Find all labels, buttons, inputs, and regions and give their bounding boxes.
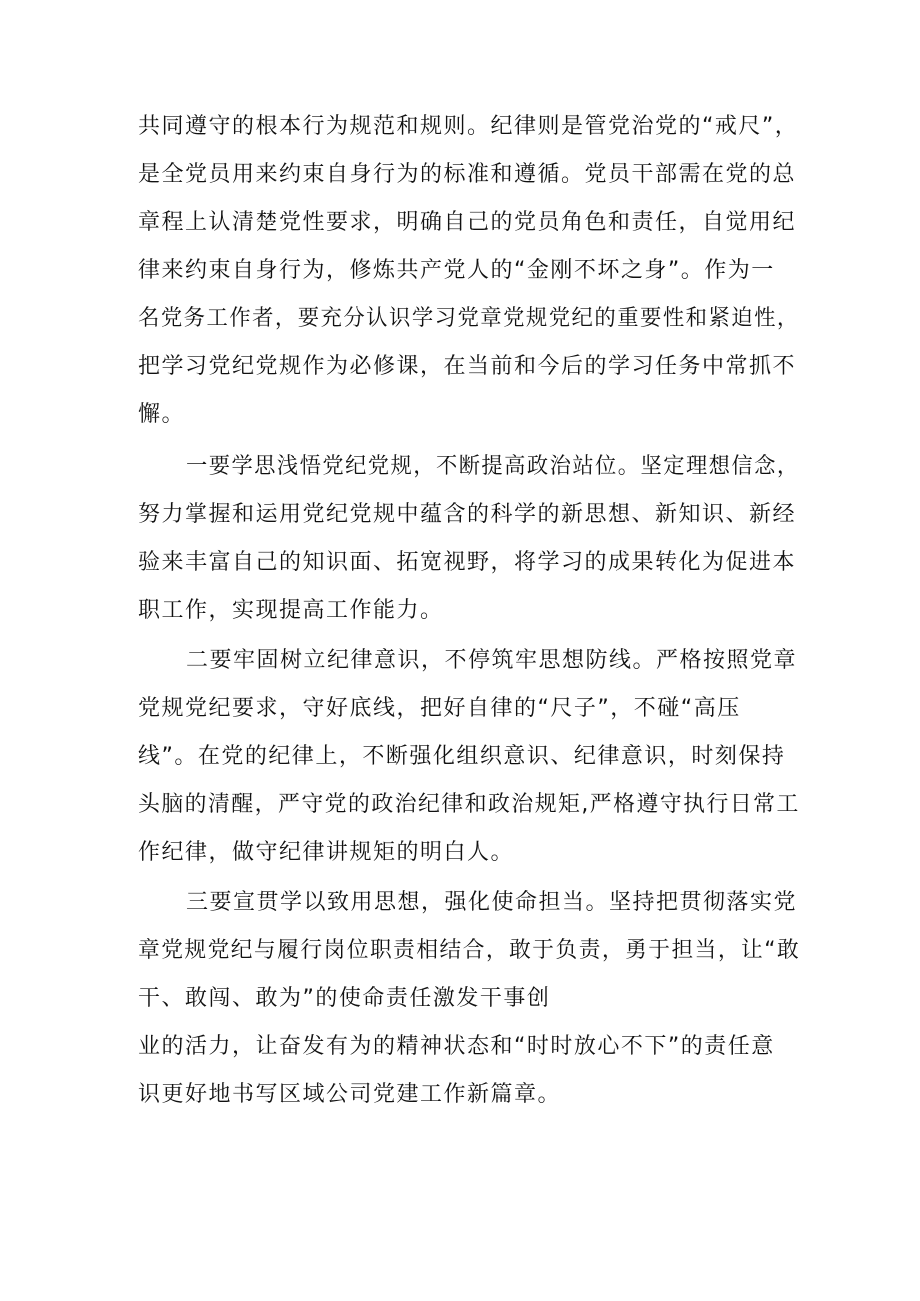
text-line: 头脑的清醒，严守党的政治纪律和政治规矩,严格遵守执行日常工 xyxy=(138,792,800,817)
paragraph-one-start: 一要学思浅悟党纪党规，不断提高政治站位。坚定理想信念， xyxy=(186,454,800,479)
text-line: 把学习党纪党规作为必修课，在当前和今后的学习任务中常抓不 xyxy=(138,354,797,379)
text-line: 干、敢闯、敢为”的使命责任激发干事创 xyxy=(138,986,551,1011)
text-line: 作纪律，做守纪律讲规矩的明白人。 xyxy=(138,840,515,865)
text-line: 是全党员用来约束自身行为的标准和遵循。党员干部需在党的总 xyxy=(138,162,797,187)
paragraph-two-start: 二要牢固树立纪律意识，不停筑牢思想防线。严格按照党章 xyxy=(186,648,798,673)
text-line: 党规党纪要求，守好底线，把好自律的“尺子”，不碰“高压 xyxy=(138,696,741,721)
text-line: 努力掌握和运用党纪党规中蕴含的科学的新思想、新知识、新经 xyxy=(138,502,797,527)
text-line: 业的活力，让奋发有为的精神状态和“时时放心不下”的责任意 xyxy=(138,1034,775,1059)
paragraph-three-start: 三要宣贯学以致用思想，强化使命担当。坚持把贯彻落实党 xyxy=(186,890,798,915)
text-line: 名党务工作者，要充分认识学习党章党规党纪的重要性和紧迫性， xyxy=(138,306,800,331)
text-line: 线”。在党的纪律上，不断强化组织意识、纪律意识，时刻保持 xyxy=(138,744,786,769)
text-line: 共同遵守的根本行为规范和规则。纪律则是管党治党的“戒尺”， xyxy=(138,114,799,139)
text-line: 懈。 xyxy=(138,402,186,427)
text-line: 律来约束自身行为，修炼共产党人的“金刚不坏之身”。作为一 xyxy=(138,258,775,283)
text-line: 章程上认清楚党性要求，明确自己的党员角色和责任，自觉用纪 xyxy=(138,210,797,235)
text-line: 职工作，实现提高工作能力。 xyxy=(138,598,444,623)
text-line: 验来丰富自己的知识面、拓宽视野，将学习的成果转化为促进本 xyxy=(138,550,797,575)
text-line: 章党规党纪与履行岗位职责相结合，敢于负责，勇于担当，让“敢 xyxy=(138,938,801,963)
text-line: 识更好地书写区域公司党建工作新篇章。 xyxy=(138,1082,562,1107)
